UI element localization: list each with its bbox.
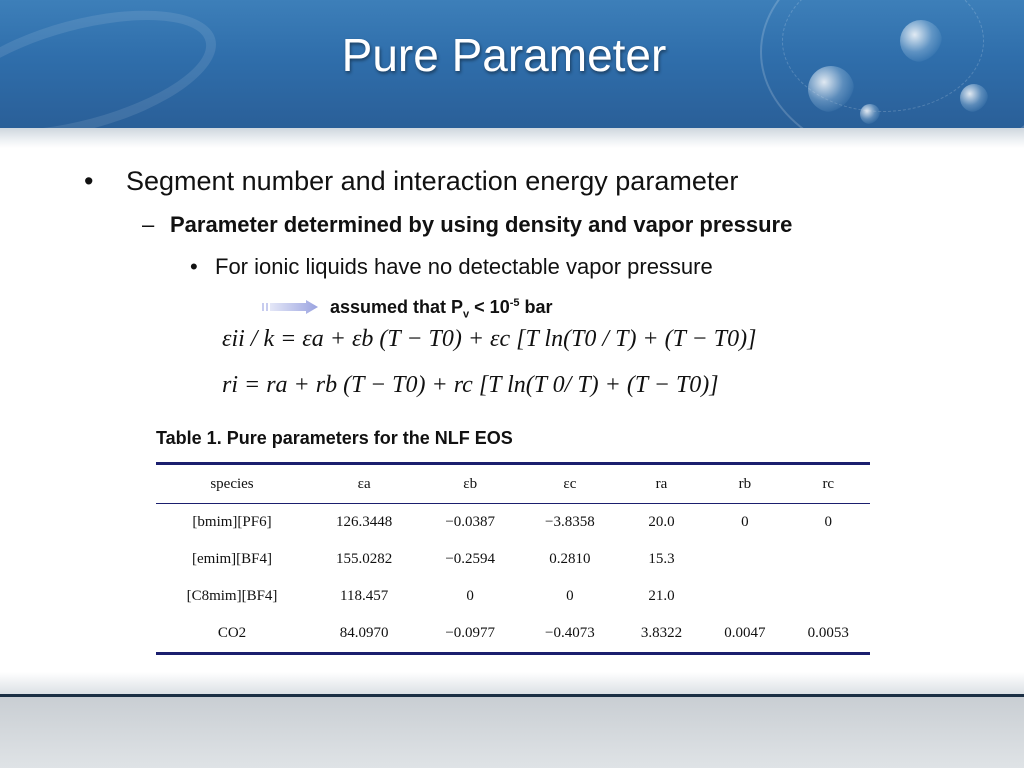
- table-cell: −0.4073: [545, 625, 595, 641]
- column-header: εa: [308, 464, 420, 504]
- table-cell: 3.8322: [640, 625, 683, 641]
- footer-bar: [0, 697, 1024, 768]
- table-cell: [703, 578, 786, 615]
- column-header: εc: [520, 464, 620, 504]
- table-cell: 15.3: [648, 551, 675, 567]
- right-arrow-icon: [262, 300, 318, 314]
- decorative-bubble: [860, 104, 880, 124]
- table-header-row: [156, 464, 870, 504]
- bullet-marker: •: [190, 254, 198, 279]
- table-row: [156, 504, 870, 542]
- bullet-text: For ionic liquids have no detectable vapor pressure: [215, 254, 713, 279]
- table-cell: [787, 541, 870, 578]
- slide-title: Pure Parameter: [341, 29, 667, 81]
- table-cell: 0: [824, 514, 833, 530]
- vapor-pressure-assumption: assumed that $P_v < 10^{-5}$ bar: [330, 297, 553, 321]
- footer-shadow-band: [0, 672, 1024, 696]
- table-cell: 0: [741, 514, 749, 530]
- table-cell: −0.0387: [445, 514, 496, 530]
- table-cell: [787, 578, 870, 615]
- segment-equation: ri = ra + rb (T − T0) + rc [T ln(T 0/ T) + (T − T0)]: [222, 372, 719, 398]
- table-caption: Table 1. Pure parameters for the NLF EOS: [156, 428, 513, 448]
- column-header: ra: [620, 464, 703, 504]
- table-cell: −3.8358: [545, 514, 595, 530]
- table-cell: 21.0: [648, 588, 675, 604]
- table-cell: 0: [466, 588, 474, 604]
- bullet-text: Parameter determined by using density and vapor pressure: [170, 212, 793, 237]
- table-cell: [C8mim][BF4]: [186, 588, 278, 604]
- table-cell: 20.0: [648, 514, 675, 530]
- decorative-bubble: [960, 84, 988, 112]
- table-cell: 0.0053: [807, 625, 849, 641]
- column-header: rb: [703, 464, 786, 504]
- table-cell: 118.457: [340, 588, 389, 604]
- column-header: εb: [420, 464, 520, 504]
- table-cell: [703, 541, 786, 578]
- table-cell: 0.0047: [724, 625, 766, 641]
- table-cell: CO2: [217, 625, 247, 641]
- header-shadow-band: [0, 128, 1024, 148]
- bullet-marker: •: [84, 166, 94, 196]
- table-cell: [bmim][PF6]: [192, 514, 272, 530]
- table-cell: 126.3448: [336, 514, 393, 530]
- energy-equation: εii / k = εa + εb (T − T0) + εc [T ln(T0 / T) + (T − T0)]: [222, 326, 757, 352]
- bullet-text: Segment number and interaction energy parameter: [126, 166, 739, 196]
- table-cell: 0.2810: [549, 551, 591, 567]
- table-row: [156, 615, 870, 654]
- column-header: rc: [787, 464, 870, 504]
- table-cell: −0.2594: [445, 551, 496, 567]
- table-cell: 0: [566, 588, 574, 604]
- table-cell: −0.0977: [445, 625, 496, 641]
- table-row: [156, 541, 870, 578]
- table-cell: 84.0970: [339, 625, 389, 641]
- table-row: [156, 578, 870, 615]
- table-cell: 155.0282: [336, 551, 393, 567]
- column-header: species: [156, 464, 308, 504]
- table-cell: [emim][BF4]: [192, 551, 272, 567]
- bullet-marker: –: [142, 212, 155, 237]
- pure-parameters-table: [156, 462, 870, 655]
